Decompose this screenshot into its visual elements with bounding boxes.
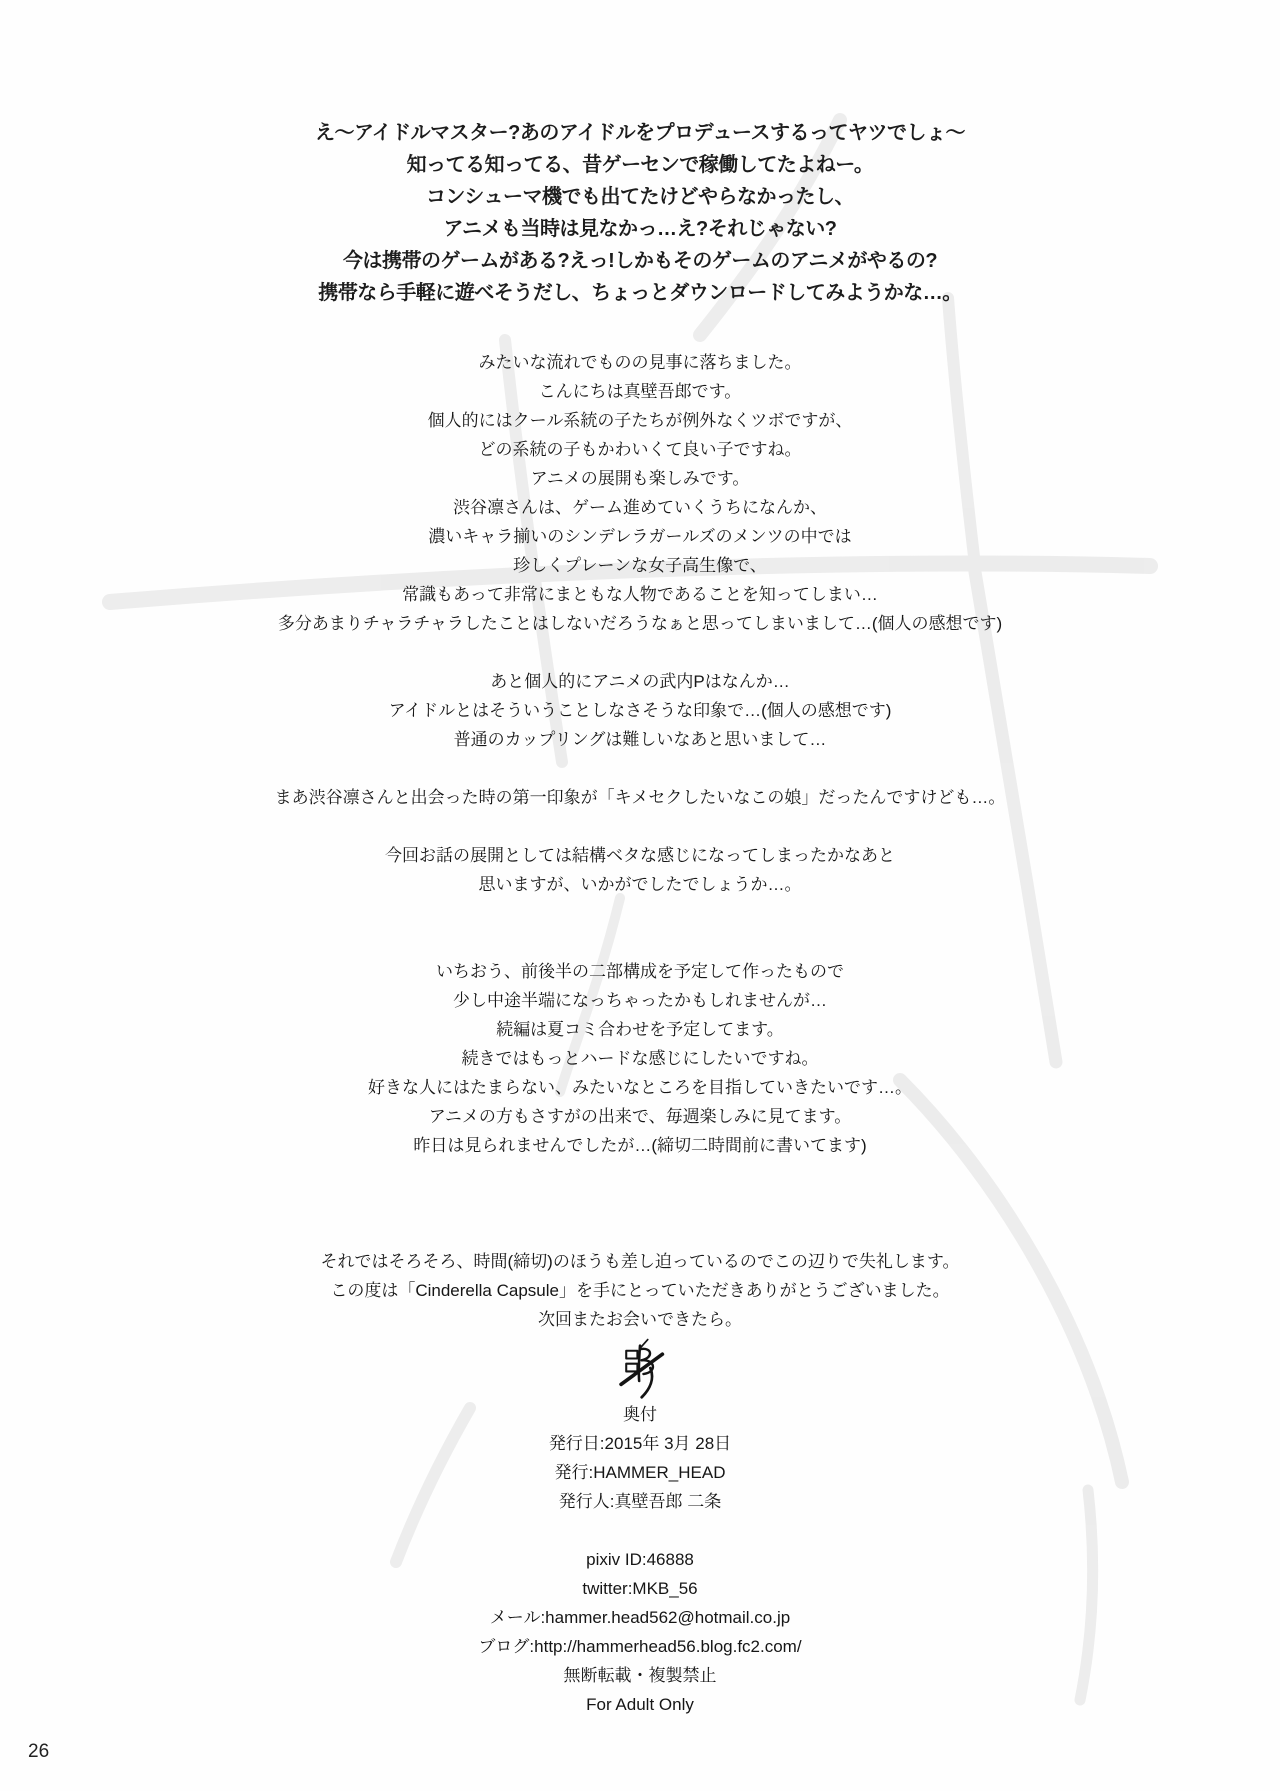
colophon-line: 発行人:真壁吾郎 二条 [558,1492,722,1511]
body-line: この度は「Cinderella Capsule」を手にとっていただきありがとうございました。 [330,1281,950,1300]
body-line: 好きな人にはたまらない、みたいなところを目指していきたいです…。 [368,1078,912,1097]
handwritten-line: 携帯なら手軽に遊べそうだし、ちょっとダウンロードしてみようかな…。 [318,282,962,304]
handwritten-line: アニメも当時は見なかっ…え?それじゃない? [443,218,837,240]
colophon-line: pixiv ID:46888 [586,1550,694,1569]
body-line: みたいな流れでものの見事に落ちました。 [478,353,802,372]
body-line: アニメの展開も楽しみです。 [530,469,750,488]
body-line: 少し中途半端になっちゃったかもしれませんが… [453,991,827,1010]
body-line: 常識もあって非常にまともな人物であることを知ってしまい… [402,585,878,604]
colophon-heading: 奥付 [623,1405,657,1424]
handwritten-line: え〜アイドルマスター?あのアイドルをプロデュースするってヤツでしょ〜 [314,122,966,144]
colophon-line: メール:hammer.head562@hotmail.co.jp [489,1608,791,1627]
afterword-body-text [0,348,1280,1334]
body-line: 昨日は見られませんでしたが…(締切二時間前に書いてます) [413,1136,867,1155]
body-line: 今回お話の展開としては結構ベタな感じになってしまったかなあと [385,846,895,865]
body-line: 思いますが、いかがでしたでしょうか…。 [478,875,802,894]
body-line: 珍しくプレーンな女子高生像で、 [513,556,767,575]
handwritten-intro-block [0,117,1280,309]
body-line: アイドルとはそういうことしなさそうな印象で…(個人の感想です) [388,701,892,720]
body-line: 続きではもっとハードな感じにしたいですね。 [461,1049,819,1068]
handwritten-line: 今は携帯のゲームがある?えっ!しかもそのゲームのアニメがやるの? [342,250,938,272]
handwritten-line: コンシューマ機でも出てたけどやらなかったし、 [425,186,855,208]
body-line: 個人的にはクール系統の子たちが例外なくツボですが、 [427,411,853,430]
colophon-line: For Adult Only [586,1695,694,1714]
body-line: 濃いキャラ揃いのシンデレラガールズのメンツの中では [428,527,852,546]
body-line: あと個人的にアニメの武内Pはなんか… [490,672,790,691]
body-line: こんにちは真壁吾郎です。 [538,382,742,401]
body-line: いちおう、前後半の二部構成を予定して作ったもので [436,962,844,981]
author-signature [0,1336,1280,1400]
body-line: まあ渋谷凛さんと出会った時の第一印象が「キメセクしたいなこの娘」だったんですけども…。 [274,788,1006,807]
handwritten-line: 知ってる知ってる、昔ゲーセンで稼働してたよねー。 [406,154,874,176]
body-line: どの系統の子もかわいくて良い子ですね。 [478,440,802,459]
body-line: それではそろそろ、時間(締切)のほうも差し迫っているのでこの辺りで失礼します。 [320,1252,960,1271]
colophon-block [0,1400,1280,1719]
body-line: アニメの方もさすがの出来で、毎週楽しみに見てます。 [428,1107,852,1126]
body-line: 次回またお会いできたら。 [538,1310,742,1329]
colophon-line: 無断転載・複製禁止 [563,1666,717,1685]
page-number: 26 [28,1741,50,1762]
colophon-line: 発行日:2015年 3月 28日 [548,1434,732,1453]
body-line: 続編は夏コミ合わせを予定してます。 [496,1020,784,1039]
body-line: 多分あまりチャラチャラしたことはしないだろうなぁと思ってしまいまして…(個人の感想です) [277,614,1003,633]
colophon-line: twitter:MKB_56 [582,1579,698,1598]
colophon-line: 発行:HAMMER_HEAD [554,1463,726,1482]
colophon-line: ブログ:http://hammerhead56.blog.fc2.com/ [478,1637,802,1656]
colophon-lines [0,1429,1280,1719]
body-line: 普通のカップリングは難しいなあと思いまして… [453,730,827,749]
signature-mark-icon [611,1337,669,1399]
body-line: 渋谷凛さんは、ゲーム進めていくうちになんか、 [453,498,827,517]
